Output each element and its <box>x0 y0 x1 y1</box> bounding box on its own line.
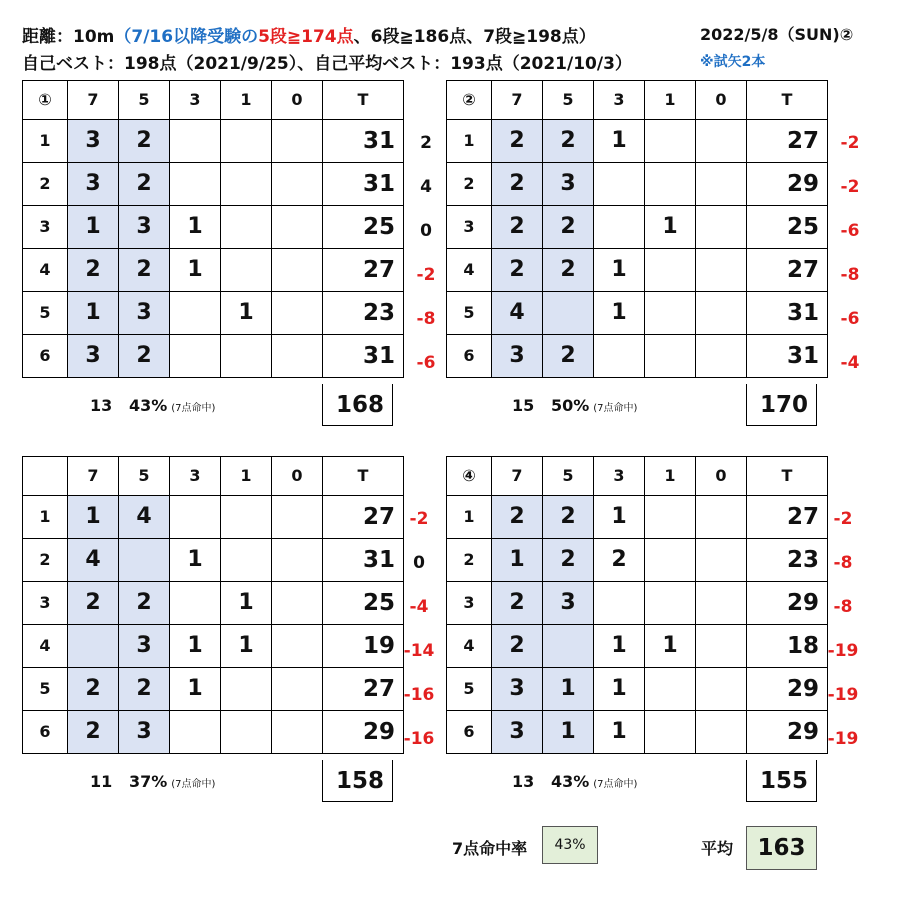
count-cell-7: 2 <box>492 249 543 292</box>
row-total: 27 <box>747 496 828 539</box>
hit-rate: 43% <box>128 396 168 415</box>
row-total: 29 <box>747 582 828 625</box>
header-row <box>447 81 828 120</box>
count-cell-3 <box>170 496 221 539</box>
count-cell-1 <box>645 539 696 582</box>
par-difference: -2 <box>840 133 860 153</box>
count-cell-1 <box>645 496 696 539</box>
row-total: 31 <box>323 163 404 206</box>
count-cell-1 <box>221 120 272 163</box>
column-header: 0 <box>696 81 747 120</box>
hit-rate: 37% <box>128 772 168 791</box>
count-cell-3: 2 <box>594 539 645 582</box>
round-total: 155 <box>746 760 817 802</box>
table-row <box>23 539 404 582</box>
table-row <box>447 582 828 625</box>
count-cell-5: 2 <box>543 120 594 163</box>
round-stats <box>90 396 215 415</box>
row-number: 1 <box>447 496 492 539</box>
count-cell-3 <box>594 582 645 625</box>
count-cell-3: 1 <box>170 249 221 292</box>
count-cell-5: 3 <box>543 582 594 625</box>
count-cell-0 <box>696 496 747 539</box>
table-row <box>23 163 404 206</box>
column-header: 3 <box>594 457 645 496</box>
row-number: 2 <box>23 539 68 582</box>
table-row <box>447 335 828 378</box>
table-row <box>447 496 828 539</box>
column-header: 1 <box>645 457 696 496</box>
count-cell-3 <box>170 582 221 625</box>
average-label: 平均 <box>701 839 734 858</box>
count-cell-7: 1 <box>68 496 119 539</box>
par-difference: 4 <box>420 177 432 197</box>
header-line-1 <box>22 22 596 47</box>
count-cell-1 <box>221 163 272 206</box>
table-row <box>447 539 828 582</box>
par-difference: -6 <box>840 309 860 329</box>
distance-text: 距離：10m <box>22 27 115 47</box>
round-label: ④ <box>447 457 492 496</box>
row-number: 6 <box>23 335 68 378</box>
sevens-count: 15 <box>512 396 535 415</box>
count-cell-5: 2 <box>543 496 594 539</box>
warmup-note: ※試矢2本 <box>700 54 766 70</box>
par-difference: -8 <box>416 309 436 329</box>
table-row <box>23 120 404 163</box>
count-cell-7: 3 <box>68 120 119 163</box>
count-cell-7: 2 <box>492 625 543 668</box>
column-header: 5 <box>543 457 594 496</box>
count-cell-7: 2 <box>492 582 543 625</box>
column-header: T <box>323 81 404 120</box>
table-row <box>447 120 828 163</box>
row-number: 5 <box>23 292 68 335</box>
count-cell-7: 2 <box>68 668 119 711</box>
count-cell-0 <box>272 206 323 249</box>
row-number: 5 <box>447 668 492 711</box>
row-number: 4 <box>23 625 68 668</box>
count-cell-1: 1 <box>645 206 696 249</box>
count-cell-0 <box>696 711 747 754</box>
count-cell-1 <box>221 539 272 582</box>
row-total: 25 <box>323 206 404 249</box>
table-row <box>447 249 828 292</box>
par-difference: 2 <box>420 133 432 153</box>
count-cell-7: 4 <box>68 539 119 582</box>
count-cell-3: 1 <box>594 496 645 539</box>
row-total: 19 <box>323 625 404 668</box>
count-cell-1 <box>645 163 696 206</box>
column-header: 1 <box>221 457 272 496</box>
column-header: 0 <box>272 457 323 496</box>
row-total: 27 <box>323 249 404 292</box>
column-header: 5 <box>119 457 170 496</box>
count-cell-5: 2 <box>119 163 170 206</box>
count-cell-5: 2 <box>543 539 594 582</box>
count-cell-3: 1 <box>594 120 645 163</box>
personal-best-line: 自己ベスト：198点（2021/9/25）、自己平均ベスト：193点（2021/10/3） <box>22 54 632 74</box>
count-cell-7: 1 <box>68 292 119 335</box>
count-cell-0 <box>696 668 747 711</box>
sevens-count: 13 <box>512 772 535 791</box>
par-difference: -19 <box>827 729 859 749</box>
count-cell-0 <box>696 163 747 206</box>
count-cell-0 <box>696 120 747 163</box>
par-difference: -4 <box>409 597 429 617</box>
row-total: 23 <box>323 292 404 335</box>
round-stats <box>512 396 637 415</box>
count-cell-0 <box>696 625 747 668</box>
count-cell-5: 2 <box>119 249 170 292</box>
count-cell-0 <box>272 163 323 206</box>
row-number: 3 <box>23 582 68 625</box>
row-total: 31 <box>323 120 404 163</box>
count-cell-5: 2 <box>543 249 594 292</box>
row-total: 23 <box>747 539 828 582</box>
count-cell-1 <box>221 249 272 292</box>
count-cell-1: 1 <box>221 625 272 668</box>
table-row <box>23 249 404 292</box>
score-table <box>446 456 828 754</box>
row-number: 3 <box>447 206 492 249</box>
count-cell-3 <box>170 335 221 378</box>
count-cell-1 <box>221 335 272 378</box>
par-difference: -6 <box>416 353 436 373</box>
score-table <box>22 80 404 378</box>
count-cell-0 <box>272 335 323 378</box>
count-cell-1 <box>645 668 696 711</box>
row-total: 31 <box>747 335 828 378</box>
count-cell-0 <box>272 711 323 754</box>
par-difference: -6 <box>840 221 860 241</box>
header-row <box>23 81 404 120</box>
table-row <box>447 625 828 668</box>
count-cell-3: 1 <box>170 625 221 668</box>
hit-rate-summary-value: 43% <box>542 826 598 864</box>
par-difference: -8 <box>840 265 860 285</box>
round-total: 170 <box>746 384 817 426</box>
column-header: 5 <box>543 81 594 120</box>
header-row <box>447 457 828 496</box>
count-cell-5: 3 <box>119 292 170 335</box>
count-cell-1 <box>221 711 272 754</box>
count-cell-1: 1 <box>221 292 272 335</box>
table-row <box>23 496 404 539</box>
round-total: 158 <box>322 760 393 802</box>
count-cell-0 <box>696 539 747 582</box>
count-cell-3 <box>170 711 221 754</box>
table-row <box>447 163 828 206</box>
count-cell-3 <box>594 335 645 378</box>
table-row <box>23 206 404 249</box>
count-cell-1 <box>645 711 696 754</box>
row-number: 2 <box>23 163 68 206</box>
count-cell-5: 2 <box>119 582 170 625</box>
row-total: 29 <box>747 163 828 206</box>
row-number: 6 <box>447 711 492 754</box>
table-row <box>447 292 828 335</box>
row-number: 3 <box>447 582 492 625</box>
row-total: 29 <box>747 711 828 754</box>
count-cell-5: 1 <box>543 668 594 711</box>
row-number: 2 <box>447 539 492 582</box>
row-number: 1 <box>23 496 68 539</box>
row-number: 1 <box>447 120 492 163</box>
count-cell-3: 1 <box>594 668 645 711</box>
count-cell-3: 1 <box>594 625 645 668</box>
sevens-count: 13 <box>90 396 113 415</box>
count-cell-5: 3 <box>543 163 594 206</box>
row-total: 27 <box>323 668 404 711</box>
exam-condition-blue: （7/16以降受験の <box>114 27 259 47</box>
column-header: T <box>323 457 404 496</box>
count-cell-7: 3 <box>68 335 119 378</box>
table-row <box>23 292 404 335</box>
count-cell-7: 2 <box>492 120 543 163</box>
row-total: 18 <box>747 625 828 668</box>
count-cell-7 <box>68 625 119 668</box>
par-difference: -14 <box>403 641 435 661</box>
count-cell-7: 3 <box>68 163 119 206</box>
row-total: 29 <box>323 711 404 754</box>
count-cell-0 <box>272 539 323 582</box>
row-number: 6 <box>447 335 492 378</box>
row-total: 27 <box>323 496 404 539</box>
row-total: 25 <box>747 206 828 249</box>
count-cell-3: 1 <box>170 206 221 249</box>
count-cell-7: 2 <box>492 496 543 539</box>
row-number: 4 <box>447 249 492 292</box>
score-table <box>22 456 404 754</box>
count-cell-7: 2 <box>68 249 119 292</box>
count-cell-5: 2 <box>119 120 170 163</box>
hit-rate-summary-label: 7点命中率 <box>452 839 528 858</box>
par-difference: -4 <box>840 353 860 373</box>
count-cell-1 <box>221 206 272 249</box>
round-label <box>23 457 68 496</box>
count-cell-0 <box>272 625 323 668</box>
round-stats <box>512 772 637 791</box>
count-cell-0 <box>272 249 323 292</box>
count-cell-3: 1 <box>594 711 645 754</box>
count-cell-7: 2 <box>492 206 543 249</box>
count-cell-7: 1 <box>68 206 119 249</box>
row-number: 5 <box>23 668 68 711</box>
count-cell-3 <box>594 163 645 206</box>
row-number: 5 <box>447 292 492 335</box>
par-difference: -8 <box>833 553 853 573</box>
count-cell-1 <box>645 292 696 335</box>
round-label: ① <box>23 81 68 120</box>
count-cell-7: 3 <box>492 668 543 711</box>
table-row <box>23 625 404 668</box>
column-header: 3 <box>170 81 221 120</box>
count-cell-3 <box>594 206 645 249</box>
par-difference: 0 <box>420 221 432 241</box>
hit-rate-note: (7点命中) <box>593 403 638 414</box>
count-cell-5: 2 <box>119 668 170 711</box>
count-cell-1 <box>221 496 272 539</box>
count-cell-5 <box>543 292 594 335</box>
row-number: 4 <box>447 625 492 668</box>
column-header: 3 <box>594 81 645 120</box>
round-stats <box>90 772 215 791</box>
table-row <box>447 668 828 711</box>
row-total: 25 <box>323 582 404 625</box>
count-cell-5: 4 <box>119 496 170 539</box>
column-header: 7 <box>68 457 119 496</box>
count-cell-3: 1 <box>170 668 221 711</box>
header-row <box>23 457 404 496</box>
count-cell-3: 1 <box>594 292 645 335</box>
column-header: 0 <box>696 457 747 496</box>
column-header: 7 <box>492 457 543 496</box>
count-cell-0 <box>272 120 323 163</box>
column-header: 0 <box>272 81 323 120</box>
column-header: 3 <box>170 457 221 496</box>
row-number: 1 <box>23 120 68 163</box>
count-cell-0 <box>272 668 323 711</box>
count-cell-5: 2 <box>543 206 594 249</box>
count-cell-0 <box>696 206 747 249</box>
table-row <box>447 711 828 754</box>
count-cell-5: 2 <box>543 335 594 378</box>
count-cell-0 <box>696 292 747 335</box>
other-thresholds: 、6段≧186点、7段≧198点） <box>353 27 596 47</box>
row-total: 29 <box>747 668 828 711</box>
count-cell-0 <box>272 292 323 335</box>
table-row <box>23 582 404 625</box>
count-cell-7: 2 <box>68 582 119 625</box>
count-cell-5: 1 <box>543 711 594 754</box>
par-difference: -16 <box>403 729 435 749</box>
row-number: 6 <box>23 711 68 754</box>
count-cell-3 <box>170 292 221 335</box>
round-total: 168 <box>322 384 393 426</box>
count-cell-1: 1 <box>645 625 696 668</box>
hit-rate: 50% <box>550 396 590 415</box>
hit-rate-note: (7点命中) <box>593 779 638 790</box>
column-header: T <box>747 81 828 120</box>
count-cell-1 <box>645 249 696 292</box>
row-total: 31 <box>323 539 404 582</box>
row-total: 31 <box>747 292 828 335</box>
row-total: 27 <box>747 120 828 163</box>
par-difference: -2 <box>409 509 429 529</box>
count-cell-3 <box>170 163 221 206</box>
count-cell-7: 1 <box>492 539 543 582</box>
count-cell-0 <box>272 496 323 539</box>
count-cell-5: 2 <box>119 335 170 378</box>
count-cell-3 <box>170 120 221 163</box>
par-difference: -2 <box>416 265 436 285</box>
round-label: ② <box>447 81 492 120</box>
par-difference: -19 <box>827 685 859 705</box>
par-difference: -2 <box>833 509 853 529</box>
hit-rate-note: (7点命中) <box>171 779 216 790</box>
column-header: 1 <box>221 81 272 120</box>
count-cell-5: 3 <box>119 206 170 249</box>
count-cell-0 <box>272 582 323 625</box>
row-number: 2 <box>447 163 492 206</box>
count-cell-1: 1 <box>221 582 272 625</box>
column-header: 7 <box>68 81 119 120</box>
count-cell-0 <box>696 335 747 378</box>
table-row <box>23 668 404 711</box>
count-cell-5 <box>543 625 594 668</box>
table-row <box>447 206 828 249</box>
session-date: 2022/5/8（SUN)② <box>700 25 854 44</box>
column-header: 1 <box>645 81 696 120</box>
hit-rate: 43% <box>550 772 590 791</box>
row-total: 31 <box>323 335 404 378</box>
par-difference: -2 <box>840 177 860 197</box>
par-difference: 0 <box>413 553 425 573</box>
row-number: 4 <box>23 249 68 292</box>
column-header: T <box>747 457 828 496</box>
count-cell-5: 3 <box>119 711 170 754</box>
score-table <box>446 80 828 378</box>
column-header: 7 <box>492 81 543 120</box>
count-cell-1 <box>221 668 272 711</box>
par-difference: -8 <box>833 597 853 617</box>
count-cell-1 <box>645 582 696 625</box>
count-cell-7: 3 <box>492 711 543 754</box>
count-cell-7: 2 <box>68 711 119 754</box>
column-header: 5 <box>119 81 170 120</box>
count-cell-7: 2 <box>492 163 543 206</box>
count-cell-0 <box>696 582 747 625</box>
count-cell-1 <box>645 335 696 378</box>
count-cell-7: 4 <box>492 292 543 335</box>
dan5-threshold: 5段≧174点 <box>258 27 354 47</box>
count-cell-0 <box>696 249 747 292</box>
average-value: 163 <box>746 826 817 870</box>
sevens-count: 11 <box>90 772 113 791</box>
par-difference: -16 <box>403 685 435 705</box>
count-cell-7: 3 <box>492 335 543 378</box>
count-cell-3: 1 <box>594 249 645 292</box>
table-row <box>23 335 404 378</box>
row-total: 27 <box>747 249 828 292</box>
count-cell-5 <box>119 539 170 582</box>
count-cell-3: 1 <box>170 539 221 582</box>
hit-rate-note: (7点命中) <box>171 403 216 414</box>
row-number: 3 <box>23 206 68 249</box>
count-cell-5: 3 <box>119 625 170 668</box>
count-cell-1 <box>645 120 696 163</box>
par-difference: -19 <box>827 641 859 661</box>
table-row <box>23 711 404 754</box>
